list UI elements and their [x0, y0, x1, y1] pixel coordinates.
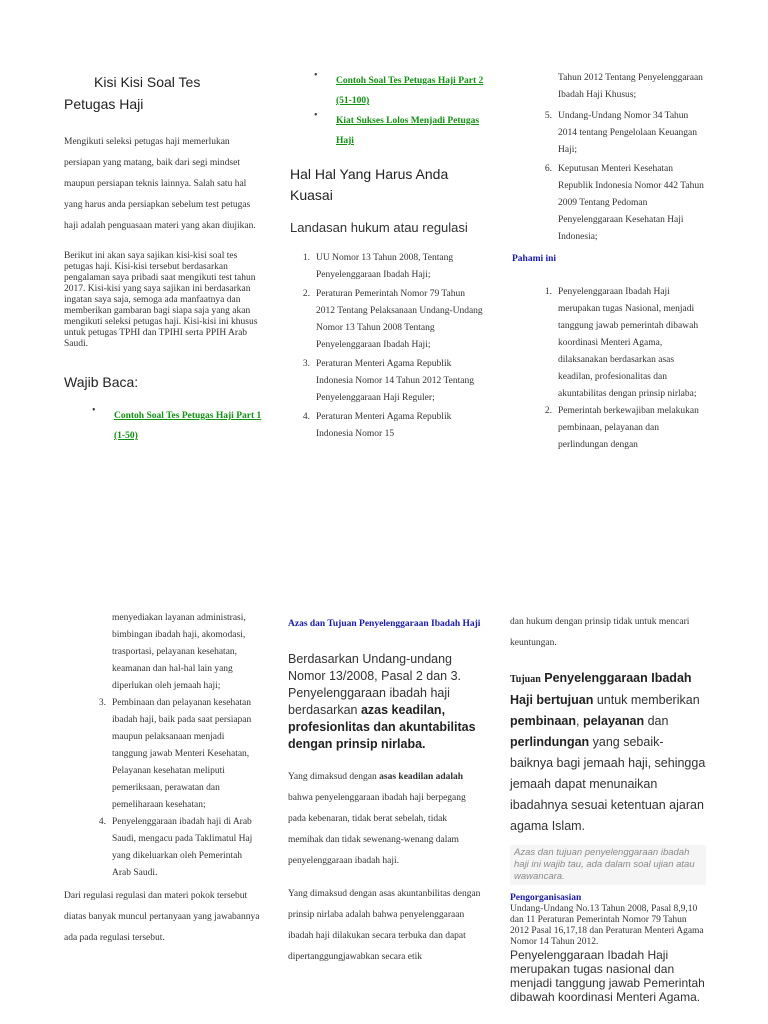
page1-column-2 [290, 70, 486, 443]
section-heading: Hal Hal Yang Harus Anda Kuasai [290, 166, 449, 203]
article-title [64, 72, 262, 92]
note-quote: Azas dan tujuan penyelenggaraan ibadah haji ini wajib tau, ada dalam soal ujian atau wawancara. [510, 845, 706, 885]
page2-column-1 [64, 610, 260, 949]
regulation-list [290, 250, 486, 443]
bullet-icon: • [314, 110, 318, 121]
article-title-line2: Petugas Haji [64, 96, 144, 112]
list-item [92, 405, 262, 445]
section-subheading: Landasan hukum atau regulasi [290, 220, 468, 235]
list-item: 6. Keputusan Menteri Kesehatan Republik Indonesia Nomor 442 Tahun 2009 Tentang Pedoman Penyelenggaraan Kesehatan Haji Indonesia; [544, 164, 704, 242]
link-contoh-soal-part-1[interactable]: Contoh Soal Tes Petugas Haji Part 1 (1-50) [114, 411, 262, 441]
list-item: 4. Penyelenggaraan ibadah haji di Arab Saudi, mengacu pada Taklimatul Haj yang dikeluarkan oleh Pemerintah Arab Saudi. [98, 817, 253, 878]
continued-text: Tahun 2012 Tentang Penyelenggaraan Ibadah Haji Khusus; [558, 73, 703, 100]
pengorganisasian-refs: Undang-Undang No.13 Tahun 2008, Pasal 8,9,10 dan 11 Peraturan Pemerintah Nomor 79 Tahun 2012 Pasal 16,17,18 dan Peraturan Menteri Agama Nomor 14 Tahun 2012. [510, 904, 704, 947]
continued-text: menyediakan layanan administrasi, bimbingan ibadah haji, akomodasi, trasportasi, pelayanan kesehatan, keamanan dan hal-hal lain yang diperlukan oleh jemaah haji; [112, 613, 246, 691]
tujuan-paragraph: Tujuan Penyelenggaraan Ibadah Haji bertujuan untuk memberikan pembinaan, pelayanan dan perlindungan yang sebaik-baiknya bagi jemaah haji, sehingga jemaah dapat menunaikan ibadahnya sesuai ketentuan ajaran agama Islam. [510, 671, 706, 833]
intro-paragraph-2: Berikut ini akan saya sajikan kisi-kisi soal tes petugas haji. Kisi-kisi tersebut berdasarkan pengalaman saya pribadi saat mengikuti test tahun 2017. Kisi-kisi yang saya sajikan ini berdasarkan ingatan saya saja, semoga ada manfaatnya dan memberikan gambaran bagi siapa saja yang akan mengikuti seleksi petugas haji. Kisi-kisi ini khusus untuk petugas TPHI dan TPIHI serta PPIH Arab Saudi. [64, 251, 258, 349]
article-title-line1: Kisi Kisi Soal Tes [94, 74, 201, 90]
wajib-baca-heading: Wajib Baca: [64, 374, 139, 390]
asas-akuntabilitas-paragraph: Yang dimaksud dengan asas akuntanbilitas dengan prinsip nirlaba adalah bahwa penyelenggaraan ibadah haji dilakukan secara terbuka dan dapat dipertanggungjawabkan secara etik [288, 889, 481, 962]
page1-column-3 [512, 70, 706, 454]
list-item: 2. Peraturan Pemerintah Nomor 79 Tahun 2012 Tentang Pelaksanaan Undang-Undang Nomor 13 Tahun 2008 Tentang Penyelenggaraan Ibadah Haji; [302, 289, 483, 350]
list-item: 2. Pemerintah berkewajiban melakukan pembinaan, pelayanan dan perlindungan dengan [544, 406, 699, 450]
link-kiat-sukses[interactable]: Kiat Sukses Lolos Menjadi Petugas Haji [336, 116, 480, 146]
regulation-list-cont [512, 108, 706, 246]
related-links-list [290, 70, 486, 150]
continued-text: dan hukum dengan prinsip tidak untuk mencari keuntungan. [510, 617, 690, 648]
bullet-icon: • [314, 70, 318, 81]
azas-lead-paragraph: Berdasarkan Undang-undang Nomor 13/2008, Pasal 2 dan 3. Penyelenggaraan ibadah haji berdasarkan azas keadilan, profesionlitas dan akuntabilitas dengan prinsip nirlaba. [288, 652, 476, 751]
list-item [314, 110, 486, 150]
intro-paragraph: Mengikuti seleksi petugas haji memerlukan persiapan yang matang, baik dari segi mindset maupun persiapan teknis lainnya. Salah satu hal yang harus anda persiapkan sebelum test petugas haji adalah penguasaan materi yang akan diujikan. [64, 137, 256, 231]
page1-column-1 [64, 72, 262, 445]
pahami-list [512, 284, 706, 454]
list-item [314, 70, 486, 110]
list-item: 5. Undang-Undang Nomor 34 Tahun 2014 tentang Pengelolaan Keuangan Haji; [544, 111, 698, 155]
asas-keadilan-paragraph: Yang dimaksud dengan asas keadilan adalah bahwa penyelenggaraan ibadah haji berpegang pada kebenaran, tidak berat sebelah, tidak memihak dan tidak sewenang-wenang dalam penyelenggaraan ibadah haji. [288, 772, 466, 866]
link-contoh-soal-part-2[interactable]: Contoh Soal Tes Petugas Haji Part 2 (51-100) [336, 76, 484, 106]
pengorganisasian-text: Penyelenggaraan Ibadah Haji merupakan tugas nasional dan menjadi tanggung jawab Pemerintah dibawah koordinasi Menteri Agama. [510, 948, 705, 1004]
pahami-heading: Pahami ini [512, 254, 557, 264]
list-item: 3. Peraturan Menteri Agama Republik Indonesia Nomor 14 Tahun 2012 Tentang Penyelenggaraan Haji Reguler; [302, 359, 474, 403]
pengorganisasian-heading: Pengorganisasian [510, 893, 582, 903]
regulation-list-2 [64, 695, 260, 882]
bullet-icon: • [92, 405, 96, 416]
list-item: 3. Pembinaan dan pelayanan kesehatan ibadah haji, baik pada saat persiapan maupun pelaksanaan menjadi tanggung jawab Menteri Kesehatan, Pelayanan kesehatan meliputi pemeriksaan, perawatan dan pemeliharaan kesehatan; [98, 698, 252, 810]
closing-paragraph: Dari regulasi regulasi dan materi pokok tersebut diatas banyak muncul pertanyaan yang jawabannya ada pada regulasi tersebut. [64, 891, 260, 943]
list-item: 1. Penyelenggaraan Ibadah Haji merupakan tugas Nasional, menjadi tanggung jawab pemerintah dibawah koordinasi Menteri Agama, dilaksanakan berdasarkan asas keadilan, profesionalitas dan akuntabilitas dengan prinsip nirlaba; [544, 287, 699, 399]
page2-column-3 [510, 612, 706, 1004]
list-item: 4. Peraturan Menteri Agama Republik Indonesia Nomor 15 [302, 412, 452, 439]
azas-heading: Azas dan Tujuan Penyelenggaraan Ibadah Haji [288, 619, 481, 629]
wajib-baca-list [64, 405, 262, 445]
list-item: 1. UU Nomor 13 Tahun 2008, Tentang Penyelenggaraan Ibadah Haji; [302, 253, 454, 280]
page2-column-2 [288, 614, 484, 968]
